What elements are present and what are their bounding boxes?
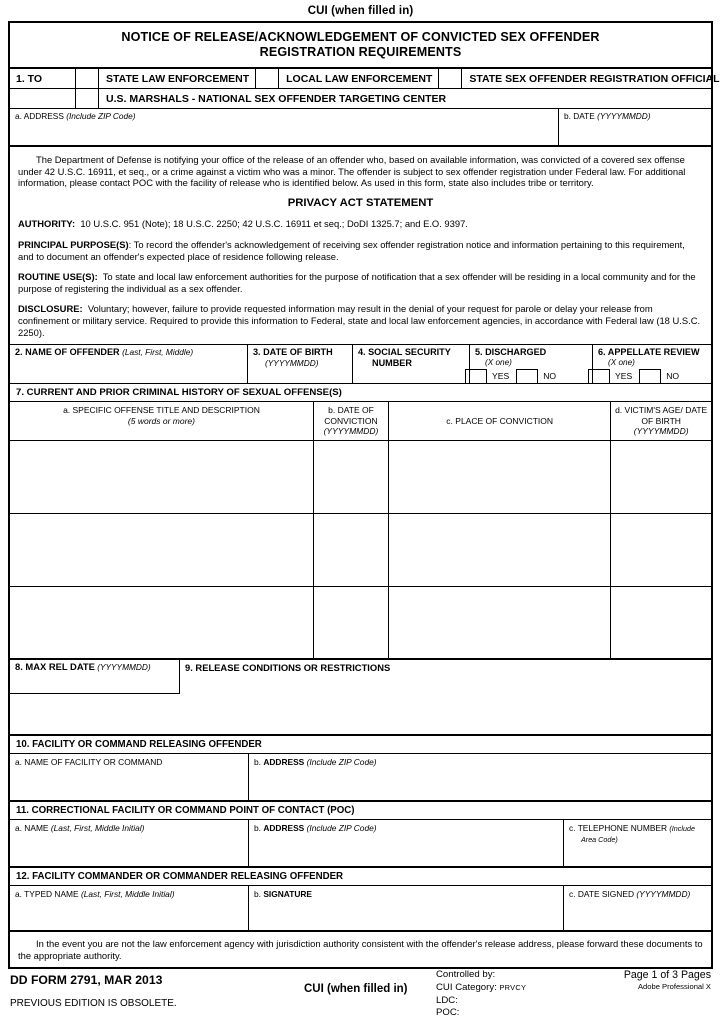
field-12c-label-text: c. DATE SIGNED xyxy=(569,889,634,900)
field-1-row-1 xyxy=(10,69,720,88)
field-6-checkbox-yes[interactable] xyxy=(588,369,610,383)
option-state-law-enforcement[interactable]: STATE LAW ENFORCEMENT xyxy=(99,69,256,88)
field-11-heading: 11. CORRECTIONAL FACILITY OR COMMAND POINT OF CONTACT (POC) xyxy=(10,802,711,820)
privacy-act-statement-heading: PRIVACY ACT STATEMENT xyxy=(287,196,434,209)
field-12c-date-signed[interactable] xyxy=(564,886,711,930)
field-3-date-of-birth[interactable] xyxy=(248,345,353,383)
field-1b-label xyxy=(564,111,711,121)
field-3-label-hint: (YYYYMMDD) xyxy=(265,357,319,368)
narrative-paragraph: The Department of Defense is notifying your office of the release of an offender who, based on available information, was convicted of a covered sex offense under 42 U.S.C. 16911, et seq., or a crime against a victim who was a minor. The offender is subject to sex offender registration under Federal law. For additional information, please contact POC with the facility of release who is identified below. As used in this form, state also includes tribe or territory. xyxy=(18,154,686,189)
field-12b-label-bold: SIGNATURE xyxy=(263,889,313,900)
field-12a-label-hint: (Last, First, Middle Initial) xyxy=(80,889,175,900)
field-3-label-text: 3. DATE OF BIRTH xyxy=(253,347,333,358)
field-1-to-block xyxy=(10,69,720,109)
field-7-heading: 7. CURRENT AND PRIOR CRIMINAL HISTORY OF SEXUAL OFFENSE(S) xyxy=(10,384,711,402)
form-title-line1: NOTICE OF RELEASE/ACKNOWLEDGEMENT OF CONVICTED SEX OFFENDER xyxy=(121,30,600,44)
field-11c-label-text: c. TELEPHONE NUMBER xyxy=(569,823,668,834)
field-11c-label-hint1: (Include xyxy=(669,824,695,834)
field-10-row xyxy=(10,754,711,802)
field-1b-label-hint: (YYYYMMDD) xyxy=(597,111,651,121)
option-local-law-enforcement[interactable]: LOCAL LAW ENFORCEMENT xyxy=(279,69,439,88)
authority-label: AUTHORITY: xyxy=(18,218,76,230)
disclosure-text: Voluntary; however, failure to provide requested information may result in the denial of your request for parole or delay your release from confinement or military service. Required to provide this information to Federal, state and local law enforcement agencies, in accordance with Federal law (18 U.S.C. 2250). xyxy=(18,303,701,338)
footer-cui-category-row xyxy=(436,982,526,995)
field-1a-address-cell[interactable] xyxy=(10,109,559,145)
footer-poc: POC: xyxy=(436,1007,460,1019)
field-7-col-a-header xyxy=(10,402,313,440)
field-11a-poc-name[interactable] xyxy=(10,820,249,866)
form-title xyxy=(10,23,711,69)
footer-page-block xyxy=(624,969,711,992)
field-8-max-rel-date[interactable] xyxy=(10,660,180,694)
table-row xyxy=(10,440,711,513)
checkbox-state-law-enforcement[interactable] xyxy=(76,69,99,88)
field-7-row-3-cell-c[interactable] xyxy=(389,586,611,659)
field-12c-label-hint: (YYYYMMDD) xyxy=(636,889,691,900)
field-11b-label-bold: ADDRESS xyxy=(263,823,305,834)
field-7-col-c-label: c. PLACE OF CONVICTION xyxy=(446,415,554,426)
field-1a-label xyxy=(15,111,558,121)
field-6-appellate-review xyxy=(593,345,711,383)
field-11b-label-hint: (Include ZIP Code) xyxy=(306,823,377,834)
field-7-row-2-cell-a[interactable] xyxy=(10,513,313,586)
field-2-label-text: 2. NAME OF OFFENDER xyxy=(15,347,120,358)
field-12a-label xyxy=(15,889,248,900)
cui-banner-top: CUI (when filled in) xyxy=(307,5,414,17)
field-1b-label-prefix: b. DATE xyxy=(564,111,595,121)
field-5-discharged xyxy=(470,345,593,383)
field-7-col-d-label: d. VICTIM'S AGE/ DATE OF BIRTH xyxy=(615,405,708,426)
field-4-label-line2: NUMBER xyxy=(372,357,412,368)
field-7-row-2-cell-d[interactable] xyxy=(611,513,711,586)
table-row xyxy=(10,586,711,659)
principal-purpose-paragraph xyxy=(18,239,703,262)
field-11c-telephone-number[interactable] xyxy=(564,820,711,866)
field-11b-label xyxy=(254,823,563,834)
routine-use-text: To state and local law enforcement authorities for the purpose of notification that a sex offender will be residing in a local community and for the purpose of registering the individual as a sex offender. xyxy=(18,271,696,294)
field-11b-label-prefix: b. xyxy=(254,823,264,834)
field-11a-label-text: a. NAME xyxy=(15,823,49,834)
field-1a-1b-row xyxy=(10,109,711,147)
field-12a-label-text: a. TYPED NAME xyxy=(15,889,79,900)
field-7-row-1-cell-c[interactable] xyxy=(389,440,611,513)
field-12b-signature[interactable] xyxy=(249,886,564,930)
field-8-label-text: 8. MAX REL DATE xyxy=(15,661,95,673)
field-10a-label: a. NAME OF FACILITY OR COMMAND xyxy=(15,757,163,768)
closing-note xyxy=(10,932,711,967)
field-7-row-1-cell-d[interactable] xyxy=(611,440,711,513)
field-5-yes-label: YES xyxy=(492,371,510,382)
field-7-col-c-header xyxy=(389,402,611,440)
routine-use-label: ROUTINE USE(S): xyxy=(18,271,98,283)
field-7-col-b-hint: (YYYYMMDD) xyxy=(323,426,379,437)
field-10-heading: 10. FACILITY OR COMMAND RELEASING OFFENDER xyxy=(10,736,711,754)
field-11a-label-hint: (Last, First, Middle Initial) xyxy=(50,823,145,834)
field-6-yes-no-group xyxy=(593,369,711,383)
footer-control-block xyxy=(436,969,526,1019)
field-2-name-of-offender[interactable] xyxy=(10,345,248,383)
disclosure-label: DISCLOSURE: xyxy=(18,303,83,315)
checkbox-us-marshals-nsotc[interactable] xyxy=(76,89,99,108)
footer-page-number: Page 1 of 3 Pages xyxy=(623,969,711,982)
field-12b-label-prefix: b. xyxy=(254,889,264,900)
field-10a-name-of-facility[interactable] xyxy=(10,754,249,800)
field-5-label xyxy=(475,347,592,368)
authority-text: 10 U.S.C. 951 (Note); 18 U.S.C. 2250; 42 U.S.C. 16911 et seq.; DoDI 1325.7; and E.O. 9397. xyxy=(80,218,468,230)
disclosure-paragraph xyxy=(18,303,703,338)
field-5-no-label: NO xyxy=(543,371,557,382)
field-4-social-security-number[interactable] xyxy=(353,345,470,383)
field-6-label xyxy=(598,347,711,368)
principal-purpose-label: PRINCIPAL PURPOSE(S) xyxy=(18,238,129,250)
field-6-no-label: NO xyxy=(666,371,680,382)
narrative-block xyxy=(10,147,711,345)
field-7-col-a-hint: (5 words or more) xyxy=(127,415,195,426)
form-frame xyxy=(8,21,720,969)
checkbox-state-sex-offender-registration-official[interactable] xyxy=(439,69,462,88)
footer-controlled-by: Controlled by: xyxy=(436,969,496,981)
field-7-col-d-hint: (YYYYMMDD) xyxy=(633,426,689,437)
field-11c-label xyxy=(569,823,711,845)
field-10b-label xyxy=(254,757,711,768)
form-title-line2: REGISTRATION REQUIREMENTS xyxy=(259,45,462,59)
field-8-label-hint: (YYYYMMDD) xyxy=(97,662,151,673)
option-us-marshals-nsotc[interactable]: U.S. MARSHALS - NATIONAL SEX OFFENDER TARGETING CENTER xyxy=(106,93,447,105)
field-4-label-line1: 4. SOCIAL SECURITY xyxy=(358,347,451,358)
authority-paragraph xyxy=(18,218,703,230)
field-5-label-hint: (X one) xyxy=(485,357,512,367)
field-3-label xyxy=(253,347,352,368)
footer-adobe-label: Adobe Professional X xyxy=(637,982,711,992)
option-state-sex-offender-registration-official[interactable]: STATE SEX OFFENDER REGISTRATION OFFICIAL xyxy=(469,73,720,85)
field-8-label xyxy=(15,662,179,672)
field-7-row-3-cell-a[interactable] xyxy=(10,586,313,659)
field-5-yes-no-group xyxy=(470,369,592,383)
field-7-col-d-header xyxy=(611,402,711,440)
field-7-col-a-label: a. SPECIFIC OFFENSE TITLE AND DESCRIPTION xyxy=(63,405,260,416)
field-7-row-1-cell-b[interactable] xyxy=(313,440,388,513)
fields-8-9-block xyxy=(10,660,711,736)
field-1a-label-prefix: a. ADDRESS xyxy=(15,111,64,121)
field-7-row-1-cell-a[interactable] xyxy=(10,440,313,513)
field-12-heading: 12. FACILITY COMMANDER OR COMMANDER RELEASING OFFENDER xyxy=(10,868,711,886)
principal-purpose-text: : To record the offender's acknowledgement of receiving sex offender registration notice and information pertaining to this requirement, and to document an offender's expected place of residence following release. xyxy=(18,238,685,262)
field-7-row-3-cell-b[interactable] xyxy=(313,586,388,659)
cui-banner-bottom: CUI (when filled in) xyxy=(304,983,408,996)
field-6-checkbox-no[interactable] xyxy=(639,369,661,383)
field-4-label xyxy=(358,347,469,368)
field-10b-label-prefix: b. xyxy=(254,757,264,768)
field-6-label-hint: (X one) xyxy=(608,357,635,367)
field-2-label xyxy=(15,347,247,358)
footer-previous-edition: PREVIOUS EDITION IS OBSOLETE. xyxy=(10,998,177,1010)
fields-2-to-6-row xyxy=(10,345,711,384)
field-7-offense-table xyxy=(10,402,711,660)
field-1-label-spacer xyxy=(10,89,76,108)
field-7-col-b-label: b. DATE OF CONVICTION xyxy=(324,405,378,426)
field-7-row-3-cell-d[interactable] xyxy=(611,586,711,659)
field-5-checkbox-yes[interactable] xyxy=(465,369,487,383)
field-10b-label-hint: (Include ZIP Code) xyxy=(306,757,377,768)
field-1-row-2 xyxy=(10,88,711,108)
table-row xyxy=(10,513,711,586)
field-10b-address[interactable] xyxy=(249,754,711,800)
field-11c-label-hint2: Area Code) xyxy=(581,834,618,844)
field-6-label-text: 6. APPELLATE REVIEW xyxy=(598,347,700,358)
field-5-checkbox-no[interactable] xyxy=(516,369,538,383)
field-7-row-2-cell-c[interactable] xyxy=(389,513,611,586)
closing-note-text: In the event you are not the law enforcement agency with jurisdiction authority consistent with the offender's release address, please forward these documents to the appropriate authority. xyxy=(18,938,703,961)
field-12b-label xyxy=(254,889,563,900)
field-12-row xyxy=(10,886,711,932)
form-footer xyxy=(8,969,713,1024)
routine-use-paragraph xyxy=(18,271,703,294)
field-6-yes-label: YES xyxy=(615,371,633,382)
field-7-row-2-cell-b[interactable] xyxy=(313,513,388,586)
field-5-label-text: 5. DISCHARGED xyxy=(475,347,547,358)
field-2-label-hint: (Last, First, Middle) xyxy=(122,347,194,358)
field-1a-label-hint: (Include ZIP Code) xyxy=(66,111,136,121)
field-1b-date-cell[interactable] xyxy=(559,109,711,145)
checkbox-local-law-enforcement[interactable] xyxy=(256,69,279,88)
footer-cui-category-label: CUI Category: xyxy=(436,981,497,993)
field-11-row xyxy=(10,820,711,868)
footer-cui-category-value: PRVCY xyxy=(499,982,527,992)
field-11b-address[interactable] xyxy=(249,820,564,866)
field-12a-typed-name[interactable] xyxy=(10,886,249,930)
field-11a-label xyxy=(15,823,248,834)
field-7-header-row xyxy=(10,402,711,440)
footer-form-name: DD FORM 2791, MAR 2013 xyxy=(10,973,163,988)
footer-ldc: LDC: xyxy=(436,994,458,1006)
field-9-label: 9. RELEASE CONDITIONS OR RESTRICTIONS xyxy=(185,662,391,674)
field-12c-label xyxy=(569,889,711,900)
field-7-col-b-header xyxy=(313,402,388,440)
field-1-label: 1. TO xyxy=(10,69,76,88)
field-10b-label-bold: ADDRESS xyxy=(263,757,305,768)
